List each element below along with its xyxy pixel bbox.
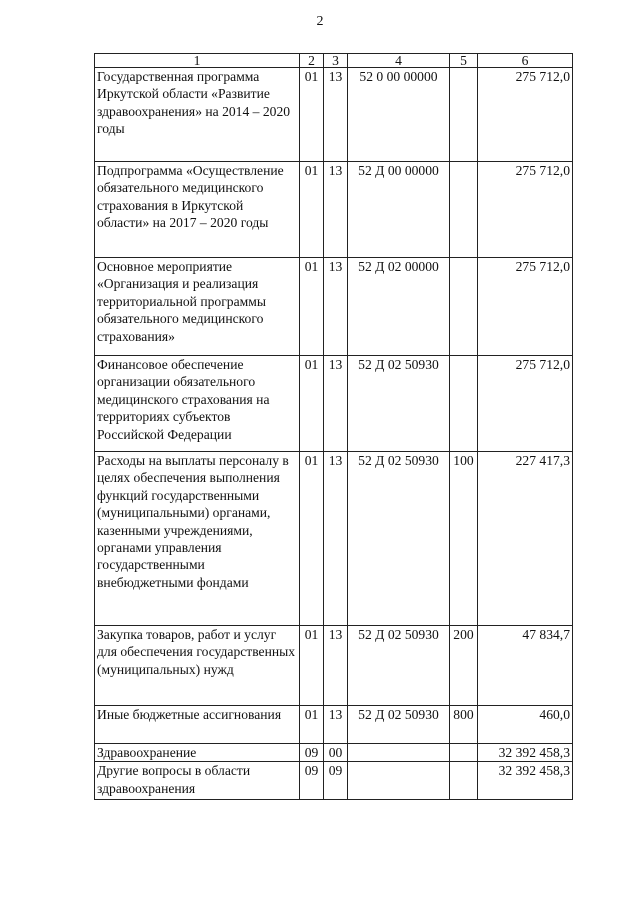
section-code-cell: 01 (300, 706, 324, 744)
table-row (95, 258, 573, 356)
target-article-cell: 52 Д 00 00000 (348, 162, 450, 258)
row-name-cell: Финансовое обеспечение организации обязательного медицинского страхования на территориях субъектов Российской Федерации (95, 356, 300, 452)
row-name-cell: Другие вопросы в области здравоохранения (95, 762, 300, 800)
table-row (95, 68, 573, 162)
amount-cell: 460,0 (478, 706, 573, 744)
row-name-cell: Иные бюджетные ассигнования (95, 706, 300, 744)
table-row (95, 452, 573, 626)
expense-type-cell (450, 762, 478, 800)
amount-cell: 47 834,7 (478, 626, 573, 706)
expense-type-cell (450, 162, 478, 258)
subsection-code-cell: 13 (324, 68, 348, 162)
expense-type-cell (450, 258, 478, 356)
budget-table (94, 53, 573, 800)
amount-cell: 32 392 458,3 (478, 744, 573, 762)
target-article-cell: 52 Д 02 00000 (348, 258, 450, 356)
column-header: 5 (450, 54, 478, 68)
table-row (95, 626, 573, 706)
target-article-cell (348, 762, 450, 800)
expense-type-cell: 200 (450, 626, 478, 706)
target-article-cell (348, 744, 450, 762)
target-article-cell: 52 Д 02 50930 (348, 452, 450, 626)
subsection-code-cell: 13 (324, 452, 348, 626)
subsection-code-cell: 00 (324, 744, 348, 762)
section-code-cell: 01 (300, 68, 324, 162)
section-code-cell: 09 (300, 762, 324, 800)
amount-cell: 227 417,3 (478, 452, 573, 626)
row-name-cell: Закупка товаров, работ и услуг для обеспечения государственных (муниципальных) нужд (95, 626, 300, 706)
subsection-code-cell: 13 (324, 626, 348, 706)
page-number: 2 (316, 14, 324, 29)
section-code-cell: 01 (300, 356, 324, 452)
column-header: 1 (95, 54, 300, 68)
target-article-cell: 52 Д 02 50930 (348, 626, 450, 706)
table-row (95, 744, 573, 762)
column-header: 6 (478, 54, 573, 68)
table-row (95, 762, 573, 800)
column-header: 2 (300, 54, 324, 68)
target-article-cell: 52 Д 02 50930 (348, 356, 450, 452)
expense-type-cell (450, 356, 478, 452)
target-article-cell: 52 0 00 00000 (348, 68, 450, 162)
subsection-code-cell: 13 (324, 258, 348, 356)
subsection-code-cell: 13 (324, 706, 348, 744)
expense-type-cell (450, 68, 478, 162)
section-code-cell: 09 (300, 744, 324, 762)
subsection-code-cell: 09 (324, 762, 348, 800)
target-article-cell: 52 Д 02 50930 (348, 706, 450, 744)
expense-type-cell (450, 744, 478, 762)
subsection-code-cell: 13 (324, 356, 348, 452)
column-header: 3 (324, 54, 348, 68)
expense-type-cell: 100 (450, 452, 478, 626)
table-row (95, 356, 573, 452)
row-name-cell: Основное мероприятие «Организация и реализация территориальной программы обязательного медицинского страхования» (95, 258, 300, 356)
subsection-code-cell: 13 (324, 162, 348, 258)
section-code-cell: 01 (300, 626, 324, 706)
amount-cell: 275 712,0 (478, 162, 573, 258)
table-row (95, 162, 573, 258)
row-name-cell: Подпрограмма «Осуществление обязательного медицинского страхования в Иркутской области» на 2017 – 2020 годы (95, 162, 300, 258)
section-code-cell: 01 (300, 258, 324, 356)
amount-cell: 275 712,0 (478, 68, 573, 162)
column-number-row (95, 54, 573, 68)
row-name-cell: Государственная программа Иркутской области «Развитие здравоохранения» на 2014 – 2020 годы (95, 68, 300, 162)
expense-type-cell: 800 (450, 706, 478, 744)
row-name-cell: Здравоохранение (95, 744, 300, 762)
row-name-cell: Расходы на выплаты персоналу в целях обеспечения выполнения функций государственными (муниципальными) органами, казенными учреждениями, органами управления государственными внебюджетными фондами (95, 452, 300, 626)
table-row (95, 706, 573, 744)
column-header: 4 (348, 54, 450, 68)
amount-cell: 275 712,0 (478, 356, 573, 452)
amount-cell: 32 392 458,3 (478, 762, 573, 800)
section-code-cell: 01 (300, 452, 324, 626)
amount-cell: 275 712,0 (478, 258, 573, 356)
section-code-cell: 01 (300, 162, 324, 258)
